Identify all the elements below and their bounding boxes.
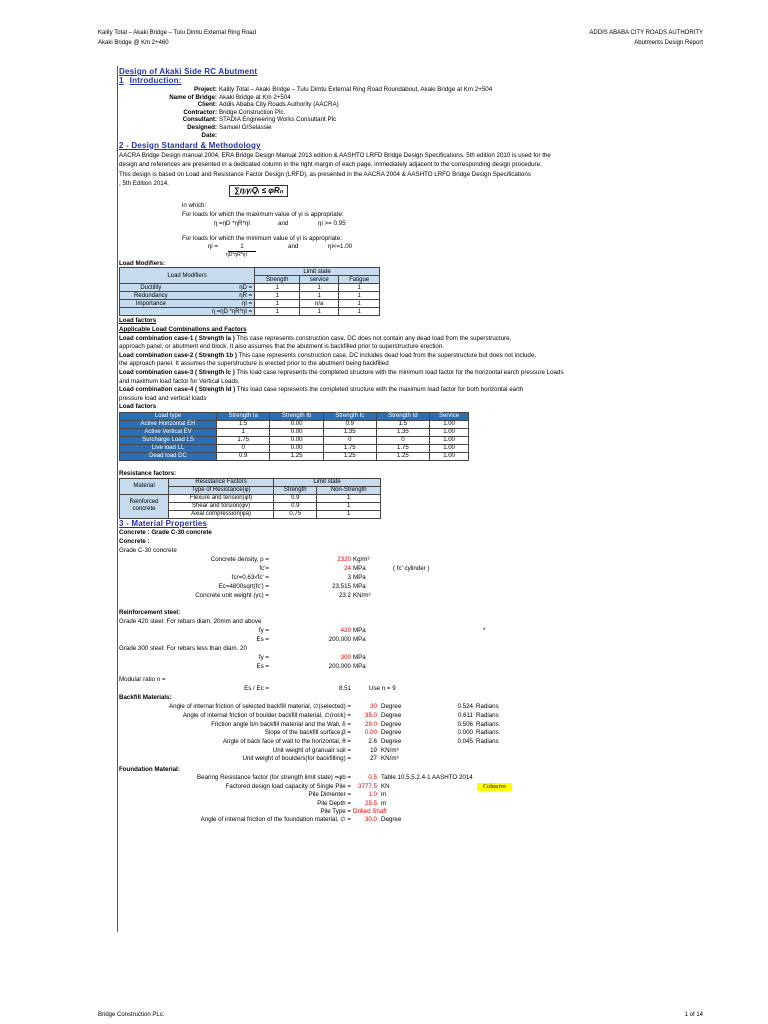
load-modifiers-table: Load Modifiers Limit state Strength service Fatigue Ductility ηD = 1 1 1 Redundancy ηR = 1 1 1 Importance ηI = 1 n/a 1 η =ηD *ηR*ηI = 1 1 1 xyxy=(119,267,380,316)
load-combinations: Load factors Applicable Load Combinations and Factors Load combination case-1 ( Strength Ia ) This case represents construction case, DC does not contain any dead load from the superstructure, approach panel, or abutment end block. It also assumes that the abutment is backfilled prior to superstructure erection. Load combination case-2 ( Strength 1b ) This case represents construction case, DC includes dead load from the superstructure but does not include, the approach panel. It assumes the superstructure is erected prior to the abutment being backfilled Load combination case-3 ( Strength Ic ) This load case represents the completed structure with the minimum load factor for the horizontal earch pressure Loads and maximum load factor for Vertical Loads. Load combination case-4 ( Strength Id ) This load case represents the completed structure with the maximum load factor for both horizontal earth pressure load and vertical loads Load factors xyxy=(119,317,564,411)
methodology-text: AACRA Bridge Design manual 2004, ERA Bridge Design Manual 2013 edition & AASHTO LRFD Bridge Design Specifications. 5th edition 2010 is used for the design and references are presented in a dedicated column in the right margin of each page, immediately adjacent to the corresponding design procedure. This design is based on Load and Resistance Factor Design (LRFD), as presented in the AACRA 2004 & AASHTO LRFD Bridge Design Specifications , 5th Edition 2014. xyxy=(119,151,551,188)
table-row: Dead load DC 0.9 1.25 1.25 1.25 1.00 xyxy=(120,452,469,460)
section-1-title: Introduction: xyxy=(129,75,182,85)
backfill-block: Backfill Materials: Angle of internal friction of selected backfill material, ∅(selected) = 30 Degree 0.524 Radians Angle of internal friction of boulder backfill material, ∅(rock) = 35.0 Degree 0.611 Radians Friction angle b/n backfill material and the Wall, δ = 29.0 Degree 0.506 Radians Slope of the backfill surface,β = 0.00 Degree 0.000 Radians Angle of back face of wall to the horizontal, θ = 2.6 Degree 0.045 Radians Unit weight of granualr soil = 19 KN/m³ Unit weight of boulders(for backfilling) = 27 KN/m³ xyxy=(119,694,499,763)
intro-row: Name of Bridge: Akaki Bridge at Km 2+504 xyxy=(169,93,291,101)
eta-definitions: in which: For loads for which the maximum value of γi is appropriate: η =ηD *ηR*ηI and ηi >= 0.95 For loads for which the minimum value of γi is appropriate: ηi = 1 and ηi<=1.00 ηD*ηR*ηI xyxy=(182,202,353,258)
concrete-block: Concrete : Grade C-30 concrete Concrete : Grade C-30 concrete Concrete density, ρ = 2320 Kg/m³ fc'= 24 MPa ( fc' cylinder ) fcr=0.63√fc' = 3 MPa Ec=4800sqrt(fc') = 23,515 MPa Concrete unit weight (γc) = 23.2 KN/m³ xyxy=(119,529,430,600)
intro-block xyxy=(119,87,606,140)
intro-row: Contractor: Bridge Construction Plc. xyxy=(183,108,286,116)
intro-row: Consultant: STADIA Engineering Works Consultant Plc xyxy=(182,116,337,124)
cohesive-label: Cohesive xyxy=(477,783,512,791)
intro-row: Date: xyxy=(201,131,217,139)
table-row: Shear and torsion(φv) 0.9 1 xyxy=(120,502,381,510)
table-row: Ductility ηD = 1 1 1 xyxy=(120,284,380,292)
foundation-block: Foundation Material: Bearing Resistance factor (for strength limit state) =φb = 0.5 Table 10.5.5.2.4-1 AASHTO 2014 Factored design load capacity of Single Pile = 3777.5 KN Cohesive Pile Dimenter = 1.0 m Pile Depth = 25.5 m Pile Type = Drilled Shaft Angle of internal friction of the foundation material, ∅ = 30.0 Degree xyxy=(119,766,606,825)
header-left xyxy=(98,28,256,48)
section-1-number: 1 xyxy=(119,75,124,85)
header-report: Abutments Design Report xyxy=(634,40,703,46)
table-row: Importance ηI = 1 n/a 1 xyxy=(120,300,380,308)
resistance-factors-title: Resistance factors: xyxy=(119,469,177,477)
section-2-heading: 2 - Design Standard & Methodology xyxy=(119,140,261,150)
footer-page: 1 of 14 xyxy=(684,1012,703,1018)
table-row: Redundancy ηR = 1 1 1 xyxy=(120,292,380,300)
page-title: Design of Akaki Side RC Abutment xyxy=(119,67,258,76)
intro-row: Client: Addis Ababa City Roads Authority (AACRA) xyxy=(197,101,339,109)
table-row: Reinforced concrete Flexure and tension(φf) 0.9 1 xyxy=(120,494,381,502)
margin-line xyxy=(117,66,118,932)
lrfd-formula: ∑ηᵢγᵢQᵢ ≤ φRₙ xyxy=(229,185,288,198)
section-1-heading xyxy=(119,77,606,86)
header-authority: ADDIS ABABA CITY ROADS AUTHORITY xyxy=(589,30,703,36)
table-row: Active Vertical EV 1 0.00 1.35 1.35 1.00 xyxy=(120,428,469,436)
header-right xyxy=(589,28,703,48)
section-3-heading: 3 - Material Properties xyxy=(119,518,208,528)
table-row: Active Horizontal EH 1.5 0.00 0.9 1.5 1.00 xyxy=(120,420,469,428)
intro-row: Designed: Samuel G/Selassie xyxy=(187,123,272,131)
table-row: Surcharge Load LS 1.75 0.00 0 0 1.00 xyxy=(120,436,469,444)
load-modifiers-title: Load Modifiers: xyxy=(119,259,166,267)
table-row: Live load LL 0 0.00 1.75 1.75 1.00 xyxy=(120,444,469,452)
steel-block: Reinforcement steel: Grade 420 steel: For rebars diam. 20mm and above fy = 420 MPa * Es = 200,000 MPa Grade 300 steel: For rebars less than diam. 20 fy = 300 MPa Es = 200,000 MPa Modular ratio n = Es / Ec = 8.51 Use n = 9 xyxy=(119,609,486,693)
resistance-factors-table: Material Resistance Factors Limit state Type of Resistance(φ) Strength Non-Strength Reinforced concrete Flexure and tension(φf) 0.9 1 Shear and torsion(φv) 0.9 1 Axial compression(φa) 0.75 1 xyxy=(119,478,381,519)
footer-company: Bridge Construction PLc. xyxy=(98,1012,165,1018)
header-bridge: Akaki Bridge @ Km 2+460 xyxy=(98,40,169,46)
table-row: η =ηD *ηR*ηI = 1 1 1 xyxy=(120,308,380,316)
load-factors-table: Load type Strength Ia Strength Ib Strength Ic Strength Id Service Active Horizontal EH 1.5 0.00 0.9 1.5 1.00 Active Vertical EV 1 0.00 1.35 1.35 1.00 Surcharge Load LS 1.75 0.00 0 0 1.00 Live load LL 0 0.00 1.75 1.75 1.00 Dead load DC 0.9 1.25 1.25 1.25 1.00 xyxy=(119,412,469,461)
header-project: Kality Total – Akaki Bridge – Tulu Dimtu External Ring Road xyxy=(98,30,256,36)
intro-row: Project: Kality Total – Akaki Bridge – Tulu Dimtu External Ring Road Roundabout, Akaki Bridge at Km 2+504 xyxy=(193,85,493,93)
table-row: Axial compression(φa) 0.75 1 xyxy=(120,510,381,518)
lrfd-formula-wrap xyxy=(229,185,606,198)
document-body xyxy=(119,68,606,825)
